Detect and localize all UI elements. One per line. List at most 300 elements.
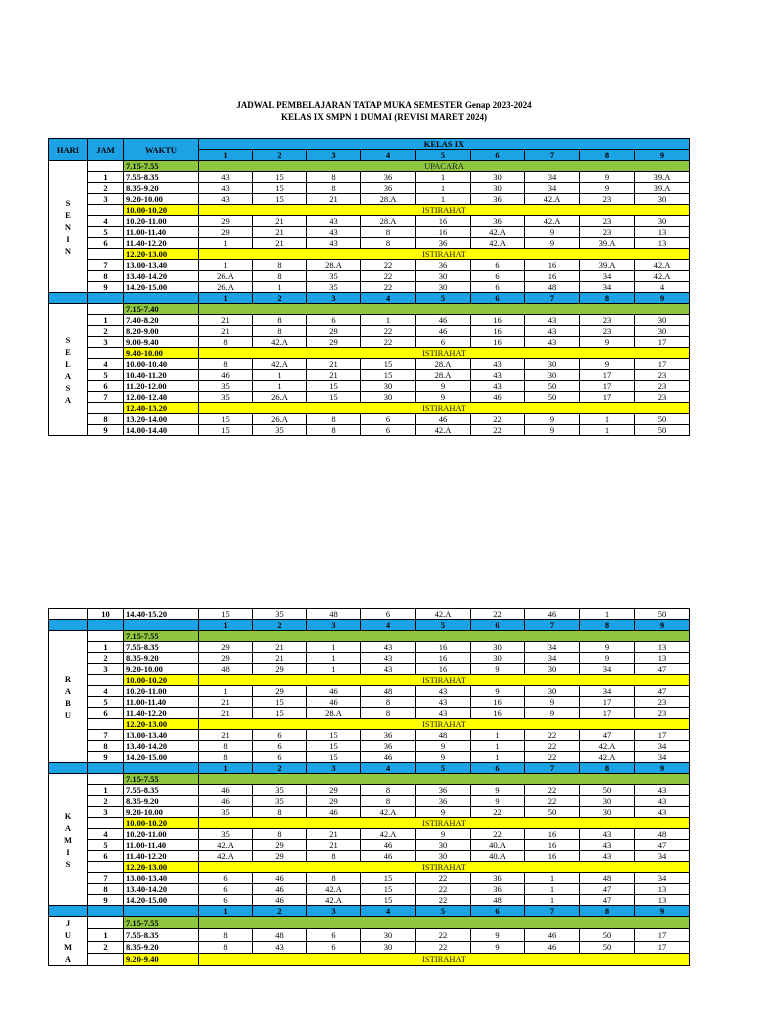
class-room-cell: 42.A [253, 359, 307, 370]
separator-cell [88, 906, 124, 917]
class-room-cell: 22 [525, 730, 580, 741]
class-room-cell: 17 [580, 370, 635, 381]
separator-cell [124, 906, 199, 917]
jam-cell: 3 [88, 194, 124, 205]
class-room-cell: 15 [199, 609, 253, 620]
waktu-cell: 11.40-12.20 [124, 708, 199, 719]
day-letter: U [64, 930, 72, 940]
class-room-cell: 22 [416, 941, 471, 953]
jam-cell [88, 818, 124, 829]
class-room-cell: 16 [471, 708, 525, 719]
class-number: 5 [416, 293, 471, 304]
jam-cell: 8 [88, 271, 124, 282]
class-room-cell: 23 [635, 708, 690, 719]
class-room-cell: 8 [199, 359, 253, 370]
class-room-cell: 1 [416, 194, 471, 205]
class-room-cell: 1 [416, 183, 471, 194]
class-room-cell: 34 [525, 653, 580, 664]
schedule-table-page-1 [48, 138, 690, 436]
class-room-cell: 1 [580, 425, 635, 436]
class-room-cell: 16 [471, 697, 525, 708]
waktu-cell: 14.00-14.40 [124, 425, 199, 436]
class-room-cell: 50 [525, 807, 580, 818]
class-room-cell: 1 [253, 282, 307, 293]
lesson-row [49, 642, 690, 653]
class-room-cell: 8 [199, 337, 253, 348]
class-room-cell: 43 [199, 194, 253, 205]
class-room-cell: 43 [199, 183, 253, 194]
class-number: 4 [361, 150, 416, 161]
waktu-cell: 9.20-10.00 [124, 807, 199, 818]
class-room-cell: 29 [253, 840, 307, 851]
class-room-cell: 46 [307, 807, 361, 818]
class-room-cell: 6 [361, 414, 416, 425]
class-room-cell: 48 [361, 686, 416, 697]
class-room-cell: 9 [525, 425, 580, 436]
class-number: 2 [253, 763, 307, 774]
lesson-row [49, 315, 690, 326]
class-room-cell: 42.A [199, 851, 253, 862]
class-room-cell: 17 [580, 697, 635, 708]
class-room-cell: 9 [416, 829, 471, 840]
waktu-cell: 12.20-13.00 [124, 862, 199, 873]
class-room-cell: 23 [635, 392, 690, 403]
waktu-cell: 13.00-13.40 [124, 873, 199, 884]
class-room-cell: 26.A [253, 414, 307, 425]
separator-cell [49, 906, 88, 917]
class-room-cell: 1 [471, 741, 525, 752]
waktu-cell: 11.40-12.20 [124, 238, 199, 249]
class-room-cell: 23 [635, 697, 690, 708]
day-letter: E [65, 209, 71, 220]
class-room-cell: 6 [199, 884, 253, 895]
lesson-row [49, 183, 690, 194]
lesson-row [49, 697, 690, 708]
day-letter: M [63, 834, 73, 845]
class-room-cell: 16 [416, 653, 471, 664]
class-room-cell: 42.A [525, 216, 580, 227]
day-letter: E [65, 346, 71, 357]
class-room-cell: 15 [253, 183, 307, 194]
class-room-cell: 15 [361, 370, 416, 381]
class-number: 2 [253, 293, 307, 304]
break-row [49, 818, 690, 829]
class-room-cell: 35 [253, 796, 307, 807]
class-room-cell: 8 [307, 172, 361, 183]
class-room-cell: 28.A [361, 194, 416, 205]
class-room-cell: 34 [580, 686, 635, 697]
jam-cell [88, 249, 124, 260]
waktu-cell: 12.40-13.20 [124, 403, 199, 414]
class-room-cell: 42.A [253, 337, 307, 348]
waktu-cell: 14.20-15.00 [124, 282, 199, 293]
class-room-cell: 16 [525, 840, 580, 851]
class-room-cell: 43 [307, 216, 361, 227]
class-room-cell: 6 [416, 337, 471, 348]
class-number: 7 [525, 150, 580, 161]
class-room-cell: 9 [580, 642, 635, 653]
class-number: 5 [416, 763, 471, 774]
class-room-cell: 43 [471, 359, 525, 370]
class-room-cell: 22 [361, 282, 416, 293]
class-room-cell: 8 [199, 741, 253, 752]
class-room-cell: 21 [253, 653, 307, 664]
class-room-cell: 34 [635, 752, 690, 763]
class-room-cell: 22 [471, 609, 525, 620]
header-jam: JAM [88, 139, 124, 161]
lesson-row [49, 941, 690, 953]
class-room-cell: 29 [307, 785, 361, 796]
waktu-cell: 9.20-10.00 [124, 194, 199, 205]
class-room-cell: 16 [416, 664, 471, 675]
class-room-cell: 15 [307, 392, 361, 403]
class-room-cell: 6 [307, 929, 361, 941]
waktu-cell: 13.00-13.40 [124, 730, 199, 741]
class-room-cell: 16 [416, 216, 471, 227]
class-room-cell: 42.A [471, 227, 525, 238]
class-room-cell: 35 [199, 829, 253, 840]
class-room-cell: 23 [635, 370, 690, 381]
jam-cell [88, 348, 124, 359]
class-room-cell: 35 [307, 271, 361, 282]
class-room-cell: 30 [361, 381, 416, 392]
class-room-cell: 6 [307, 315, 361, 326]
separator-cell [88, 620, 124, 631]
break-cell: ISTIRAHAT [199, 403, 690, 414]
class-room-cell: 43 [253, 941, 307, 953]
jam-cell: 8 [88, 884, 124, 895]
class-number: 3 [307, 620, 361, 631]
class-room-cell: 15 [307, 730, 361, 741]
class-room-cell: 36 [361, 183, 416, 194]
class-room-cell: 22 [416, 895, 471, 906]
jam-cell: 3 [88, 664, 124, 675]
lesson-row [49, 414, 690, 425]
class-room-cell: 23 [580, 227, 635, 238]
class-room-cell: 42.A [307, 884, 361, 895]
jam-cell: 6 [88, 708, 124, 719]
lesson-row [49, 840, 690, 851]
class-room-cell: 21 [307, 840, 361, 851]
class-room-cell: 15 [199, 414, 253, 425]
waktu-cell: 7.40-8.20 [124, 315, 199, 326]
day-letter: A [64, 685, 72, 696]
waktu-cell: 11.40-12.20 [124, 851, 199, 862]
class-room-cell: 9 [471, 686, 525, 697]
jam-cell: 1 [88, 642, 124, 653]
class-number: 7 [525, 620, 580, 631]
class-room-cell: 6 [361, 609, 416, 620]
class-room-cell: 46 [416, 315, 471, 326]
lesson-row [49, 216, 690, 227]
jam-cell: 4 [88, 829, 124, 840]
waktu-cell: 7.15-7.55 [124, 161, 199, 172]
class-room-cell: 48 [253, 929, 307, 941]
waktu-cell: 7.15-7.40 [124, 304, 199, 315]
separator-cell [88, 293, 124, 304]
waktu-cell: 9.20-9.40 [124, 953, 199, 965]
day-label [49, 774, 88, 906]
waktu-cell: 7.15-7.55 [124, 631, 199, 642]
class-room-cell: 17 [635, 941, 690, 953]
jam-cell: 2 [88, 326, 124, 337]
waktu-cell: 10.00-10.40 [124, 359, 199, 370]
class-number: 6 [471, 620, 525, 631]
class-room-cell: 50 [635, 414, 690, 425]
class-number: 6 [471, 150, 525, 161]
lesson-row [49, 653, 690, 664]
waktu-cell: 8.35-9.20 [124, 653, 199, 664]
header-waktu: WAKTU [124, 139, 199, 161]
class-room-cell: 1 [471, 752, 525, 763]
jam-cell [88, 304, 124, 315]
class-room-cell: 8 [307, 851, 361, 862]
class-room-cell: 34 [525, 183, 580, 194]
class-room-cell: 36 [361, 741, 416, 752]
class-room-cell: 17 [635, 929, 690, 941]
jam-cell: 7 [88, 730, 124, 741]
class-room-cell: 46 [471, 392, 525, 403]
day-letter: A [64, 954, 72, 964]
waktu-cell: 7.55-8.35 [124, 785, 199, 796]
class-room-cell: 46 [253, 873, 307, 884]
class-room-cell: 42.A [199, 840, 253, 851]
class-number: 4 [361, 906, 416, 917]
class-room-cell: 29 [199, 642, 253, 653]
class-room-cell: 46 [307, 697, 361, 708]
class-room-cell: 28.A [361, 216, 416, 227]
break-cell: ISTIRAHAT [199, 348, 690, 359]
class-room-cell: 1 [253, 381, 307, 392]
waktu-cell: 9.40-10.00 [124, 348, 199, 359]
lesson-row [49, 238, 690, 249]
jam-cell: 8 [88, 414, 124, 425]
class-number: 2 [253, 150, 307, 161]
class-room-cell: 9 [471, 785, 525, 796]
class-room-cell: 30 [361, 929, 416, 941]
class-room-cell: 39.A [635, 172, 690, 183]
class-room-cell: 9 [525, 697, 580, 708]
class-room-cell: 1 [525, 895, 580, 906]
jam-cell [88, 774, 124, 785]
class-room-cell: 1 [253, 370, 307, 381]
class-room-cell: 35 [307, 282, 361, 293]
lesson-row [49, 829, 690, 840]
class-room-cell: 35 [199, 392, 253, 403]
class-room-cell: 42.A [525, 194, 580, 205]
class-room-cell: 36 [471, 194, 525, 205]
class-room-cell: 8 [199, 929, 253, 941]
class-room-cell: 1 [416, 172, 471, 183]
day-letter: A [64, 370, 72, 381]
class-room-cell: 8 [307, 873, 361, 884]
jam-cell: 9 [88, 425, 124, 436]
class-number: 1 [199, 906, 253, 917]
class-room-cell: 46 [525, 941, 580, 953]
class-room-cell: 9 [471, 664, 525, 675]
class-room-cell: 30 [580, 796, 635, 807]
class-room-cell: 17 [580, 392, 635, 403]
class-room-cell: 28.A [307, 260, 361, 271]
class-number: 8 [580, 293, 635, 304]
class-room-cell: 42.A [635, 260, 690, 271]
jam-cell: 8 [88, 741, 124, 752]
class-room-cell: 50 [525, 381, 580, 392]
class-room-cell: 22 [416, 884, 471, 895]
day-letter: S [65, 334, 71, 345]
class-room-cell: 39.A [580, 260, 635, 271]
class-room-cell: 30 [525, 686, 580, 697]
class-room-cell: 28.A [416, 370, 471, 381]
class-room-cell: 48 [525, 282, 580, 293]
class-room-cell: 30 [361, 941, 416, 953]
jam-cell: 7 [88, 260, 124, 271]
class-room-cell: 15 [361, 359, 416, 370]
break-row [49, 304, 690, 315]
class-room-cell: 1 [307, 642, 361, 653]
day-separator-row [49, 293, 690, 304]
class-room-cell: 39.A [635, 183, 690, 194]
day-separator-row [49, 906, 690, 917]
break-row [49, 161, 690, 172]
class-number: 1 [199, 293, 253, 304]
day-letter: M [63, 942, 73, 952]
class-room-cell: 30 [525, 664, 580, 675]
class-room-cell: 1 [307, 664, 361, 675]
class-room-cell: 30 [635, 194, 690, 205]
lesson-row [49, 370, 690, 381]
jam-cell: 5 [88, 840, 124, 851]
lesson-row [49, 785, 690, 796]
class-room-cell: 15 [307, 381, 361, 392]
class-room-cell: 8 [361, 708, 416, 719]
waktu-cell: 9.20-10.00 [124, 664, 199, 675]
class-room-cell: 15 [253, 697, 307, 708]
jam-cell [88, 403, 124, 414]
class-room-cell: 42.A [580, 741, 635, 752]
class-room-cell: 8 [361, 238, 416, 249]
jam-cell: 6 [88, 381, 124, 392]
class-room-cell: 46 [525, 609, 580, 620]
class-room-cell: 15 [361, 895, 416, 906]
class-room-cell: 43 [361, 653, 416, 664]
waktu-cell: 13.40-14.20 [124, 884, 199, 895]
class-number: 5 [416, 620, 471, 631]
class-room-cell: 48 [635, 829, 690, 840]
class-room-cell: 21 [253, 216, 307, 227]
class-room-cell: 8 [253, 260, 307, 271]
class-room-cell: 43 [580, 829, 635, 840]
class-room-cell: 30 [635, 326, 690, 337]
ceremony-cell [199, 304, 690, 315]
class-room-cell: 36 [471, 216, 525, 227]
header-kelas: KELAS IX [199, 139, 690, 150]
lesson-row [49, 730, 690, 741]
class-room-cell: 30 [416, 840, 471, 851]
class-room-cell: 43 [471, 381, 525, 392]
jam-cell: 5 [88, 227, 124, 238]
day-letter: A [64, 394, 72, 405]
class-room-cell: 21 [253, 227, 307, 238]
class-room-cell: 43 [635, 796, 690, 807]
lesson-row [49, 359, 690, 370]
class-room-cell: 6 [361, 425, 416, 436]
jam-cell: 1 [88, 172, 124, 183]
class-room-cell: 22 [361, 271, 416, 282]
class-room-cell: 30 [580, 807, 635, 818]
ceremony-cell [199, 774, 690, 785]
lesson-row [49, 609, 690, 620]
ceremony-cell: UPACARA [199, 161, 690, 172]
class-room-cell: 8 [307, 414, 361, 425]
lesson-row [49, 326, 690, 337]
break-cell: ISTIRAHAT [199, 862, 690, 873]
break-row [49, 917, 690, 929]
class-room-cell: 42.A [416, 609, 471, 620]
break-cell: ISTIRAHAT [199, 953, 690, 965]
class-room-cell: 28.A [416, 359, 471, 370]
day-label [49, 161, 88, 293]
class-room-cell: 23 [635, 381, 690, 392]
day-letter: N [64, 221, 72, 232]
class-room-cell: 21 [253, 642, 307, 653]
class-number: 9 [635, 763, 690, 774]
class-room-cell: 22 [525, 796, 580, 807]
class-room-cell: 29 [199, 653, 253, 664]
class-room-cell: 22 [416, 929, 471, 941]
lesson-row [49, 686, 690, 697]
class-room-cell: 15 [199, 425, 253, 436]
waktu-cell: 13.40-14.20 [124, 271, 199, 282]
jam-cell [88, 719, 124, 730]
class-room-cell: 29 [253, 664, 307, 675]
jam-cell: 2 [88, 183, 124, 194]
break-cell: ISTIRAHAT [199, 205, 690, 216]
jam-cell: 4 [88, 216, 124, 227]
class-room-cell: 17 [635, 359, 690, 370]
class-number: 6 [471, 763, 525, 774]
break-row [49, 862, 690, 873]
class-number: 8 [580, 620, 635, 631]
jam-cell: 1 [88, 315, 124, 326]
class-room-cell: 8 [253, 829, 307, 840]
class-number: 1 [199, 763, 253, 774]
break-row [49, 403, 690, 414]
class-room-cell: 8 [199, 941, 253, 953]
class-room-cell: 1 [525, 873, 580, 884]
waktu-cell: 7.55-8.35 [124, 929, 199, 941]
class-room-cell: 23 [580, 315, 635, 326]
class-room-cell: 23 [580, 216, 635, 227]
class-room-cell: 42.A [471, 238, 525, 249]
jam-cell [88, 631, 124, 642]
separator-cell [124, 620, 199, 631]
lesson-row [49, 392, 690, 403]
jam-cell: 6 [88, 851, 124, 862]
class-room-cell: 50 [580, 929, 635, 941]
class-room-cell: 48 [416, 730, 471, 741]
separator-cell [124, 293, 199, 304]
class-number: 2 [253, 620, 307, 631]
day-letter: B [65, 697, 71, 708]
separator-cell [49, 763, 88, 774]
class-number: 4 [361, 293, 416, 304]
class-room-cell: 1 [199, 238, 253, 249]
class-room-cell: 48 [580, 873, 635, 884]
class-room-cell: 21 [307, 370, 361, 381]
class-number: 1 [199, 620, 253, 631]
break-cell: ISTIRAHAT [199, 719, 690, 730]
